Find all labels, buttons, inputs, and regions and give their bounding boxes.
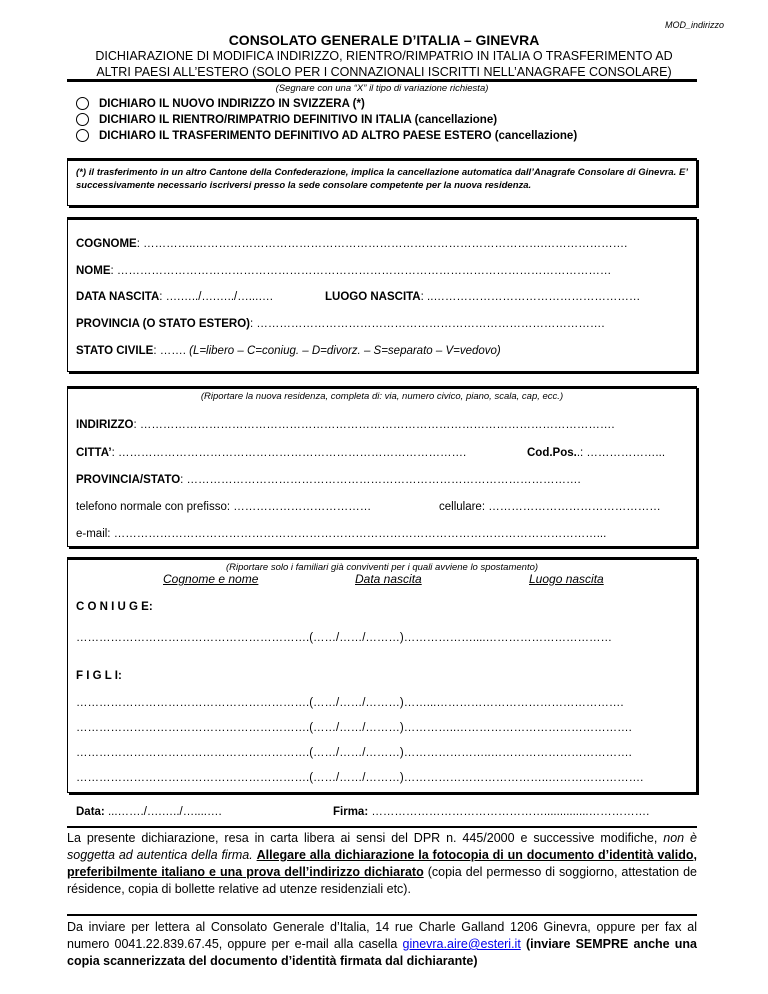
subtitle-line-2: ALTRI PAESI ALL’ESTERO (SOLO PER I CONNAZIONALI ISCRITTI NELL’ANAGRAFE CONSOLARE) xyxy=(96,65,672,79)
options-note: (Segnare con una “X” il tipo di variazione richiesta) xyxy=(275,83,489,94)
telefono-field[interactable] xyxy=(76,501,396,513)
citta-dots: : ………………………………………………………………………………. xyxy=(111,447,467,459)
stato-civile-label: STATO CIVILE xyxy=(76,345,154,357)
declaration-attachments: Allegare alla dichiarazione la fotocopia di un documento d’identità valido, preferibilmente italiano e una prova dell’indirizzo dichiarato xyxy=(67,848,697,879)
col-luogo-nascita: Luogo nascita xyxy=(529,572,604,586)
email-label: e-mail: ………………………………………………………………………………………………………………... xyxy=(76,528,607,540)
figlio-row-1[interactable]: …………………………………………………….(……/……/………)……...…………………………………………. xyxy=(76,697,624,709)
email-field[interactable] xyxy=(76,528,696,540)
radio-icon[interactable] xyxy=(76,113,89,126)
firma-dots: ………………………………………..............……………. xyxy=(368,806,650,818)
residence-note: (Riportare la nuova residenza, completa di: via, numero civico, piano, scala, cap, ecc.) xyxy=(200,391,564,402)
provincia-dots: : ………………………………………………………………………………. xyxy=(250,318,605,330)
option-label: DICHIARO IL TRASFERIMENTO DEFINITIVO AD ALTRO PAESE ESTERO (cancellazione) xyxy=(99,129,578,142)
divider xyxy=(67,826,697,828)
page-title: CONSOLATO GENERALE D’ITALIA – GINEVRA xyxy=(228,32,540,48)
data-nascita-label: DATA NASCITA xyxy=(76,291,160,303)
divider xyxy=(67,914,697,916)
provincia-field[interactable] xyxy=(76,318,696,330)
footer-note: (inviare SEMPRE anche una copia scannerizzata del documento d’identità firmata dal dichiarante) xyxy=(67,937,697,968)
telefono-label: telefono normale con prefisso: ……………………………… xyxy=(76,501,372,513)
figli-label: F I G L I: xyxy=(76,670,122,682)
radio-icon[interactable] xyxy=(76,97,89,110)
provincia-stato-field[interactable] xyxy=(76,474,696,486)
cognome-dots: : …………..……………………………………………………………………………….…………………. xyxy=(136,238,628,250)
coniuge-row[interactable]: …………………………………………………….(……/……/………)………………....…………………………… xyxy=(76,632,613,644)
footer-instructions: Da inviare per lettera al Consolato Generale d’Italia, 14 rue Charle Galland 1206 Ginevra, oppure per fax al numero 0041.22.839.67.45, oppure per e-mail alla casella xyxy=(67,920,697,951)
form-code: MOD_indirizzo xyxy=(664,20,724,30)
cap-dots: .: ………………... xyxy=(576,447,666,459)
stato-civile-legend: (L=libero – C=coniug. – D=divorz. – S=separato – V=vedovo) xyxy=(189,345,501,357)
declaration-part-5: (copia del permesso di soggiorno, attestation de résidence, copia di bollette relative ad utenze residenziali etc). xyxy=(67,865,697,896)
cap-field[interactable] xyxy=(527,447,697,459)
indirizzo-field[interactable] xyxy=(76,419,696,431)
firma-label: Firma: xyxy=(333,806,369,818)
data-nascita-dots: : ….…../….…../…...…. xyxy=(159,291,273,303)
footer-text xyxy=(67,919,697,970)
option-new-address[interactable] xyxy=(76,97,365,110)
stato-civile-dots: : ……. xyxy=(153,345,186,357)
stato-civile-field[interactable] xyxy=(76,345,696,357)
option-transfer-abroad[interactable] xyxy=(76,129,577,142)
col-cognome-nome: Cognome e nome xyxy=(163,572,259,586)
cognome-field[interactable] xyxy=(76,238,696,250)
residence-box xyxy=(67,386,697,547)
data-field[interactable] xyxy=(76,806,326,818)
figlio-row-4[interactable]: …………………………………………………….(……/……/………)………………………………..……………………. xyxy=(76,772,644,784)
subtitle-line-1: DICHIARAZIONE DI MODIFICA INDIRIZZO, RIENTRO/RIMPATRIO IN ITALIA O TRASFERIMENTO AD xyxy=(95,49,673,63)
col-data-nascita: Data nascita xyxy=(355,572,422,586)
page-subtitle xyxy=(70,48,698,80)
family-note: (Riportare solo i familiari già conviventi per i quali avviene lo spostamento) xyxy=(225,562,539,573)
luogo-nascita-label: LUOGO NASCITA xyxy=(325,291,421,303)
luogo-nascita-field[interactable] xyxy=(325,291,695,303)
declaration-text xyxy=(67,830,697,898)
indirizzo-dots: : ……………………………………………………………………………………………………………. xyxy=(133,419,615,431)
declaration-part-1: La presente dichiarazione, resa in carta libera ai sensi del DPR n. 445/2000 e successive modifiche, xyxy=(67,831,664,845)
figlio-row-2[interactable]: …………………………………………………….(……/……/………)…………..………………………………………. xyxy=(76,722,632,734)
provincia-stato-label: PROVINCIA/STATO xyxy=(76,474,181,486)
warning-text: (*) il trasferimento in un altro Cantone della Confederazione, implica la cancellazione automatica dall’Anagrafe Consolare di Ginevra. E’ successivamente necessario iscriversi presso la sede consolare competente per la nuova residenza. xyxy=(76,167,688,191)
warning-box xyxy=(67,158,697,206)
data-label: Data: xyxy=(76,806,105,818)
nome-label: NOME xyxy=(76,265,111,277)
declaration-no-authentication: non è soggetta ad autentica della firma. xyxy=(67,831,697,862)
citta-field[interactable] xyxy=(76,447,531,459)
cognome-label: COGNOME xyxy=(76,238,137,250)
figlio-row-3[interactable]: …………………………………………………….(……/……/………)…………………..………………………………. xyxy=(76,747,632,759)
citta-label: CITTA’ xyxy=(76,447,112,459)
provincia-label: PROVINCIA (O STATO ESTERO) xyxy=(76,318,250,330)
provincia-stato-dots: : …………………………………………………………………………………………. xyxy=(180,474,581,486)
option-label: DICHIARO IL NUOVO INDIRIZZO IN SVIZZERA (*) xyxy=(99,97,365,110)
option-label: DICHIARO IL RIENTRO/RIMPATRIO DEFINITIVO IN ITALIA (cancellazione) xyxy=(99,113,498,126)
data-dots: ...……./….…../…....…. xyxy=(104,806,222,818)
cellulare-field[interactable] xyxy=(439,501,697,513)
option-repatriation[interactable] xyxy=(76,113,497,126)
luogo-nascita-dots: : ..……………………………………………… xyxy=(420,291,641,303)
email-link[interactable]: ginevra.aire@esteri.it xyxy=(402,937,521,951)
coniuge-label: C O N I U G E: xyxy=(76,601,153,613)
nome-field[interactable] xyxy=(76,265,696,277)
cellulare-label: cellulare: ……………………………………… xyxy=(439,501,661,513)
nome-dots: : ………………………………………………………………………………………………………………… xyxy=(110,265,612,277)
cap-label: Cod.Pos. xyxy=(527,447,577,459)
radio-icon[interactable] xyxy=(76,129,89,142)
firma-field[interactable] xyxy=(333,806,697,818)
indirizzo-label: INDIRIZZO xyxy=(76,419,134,431)
